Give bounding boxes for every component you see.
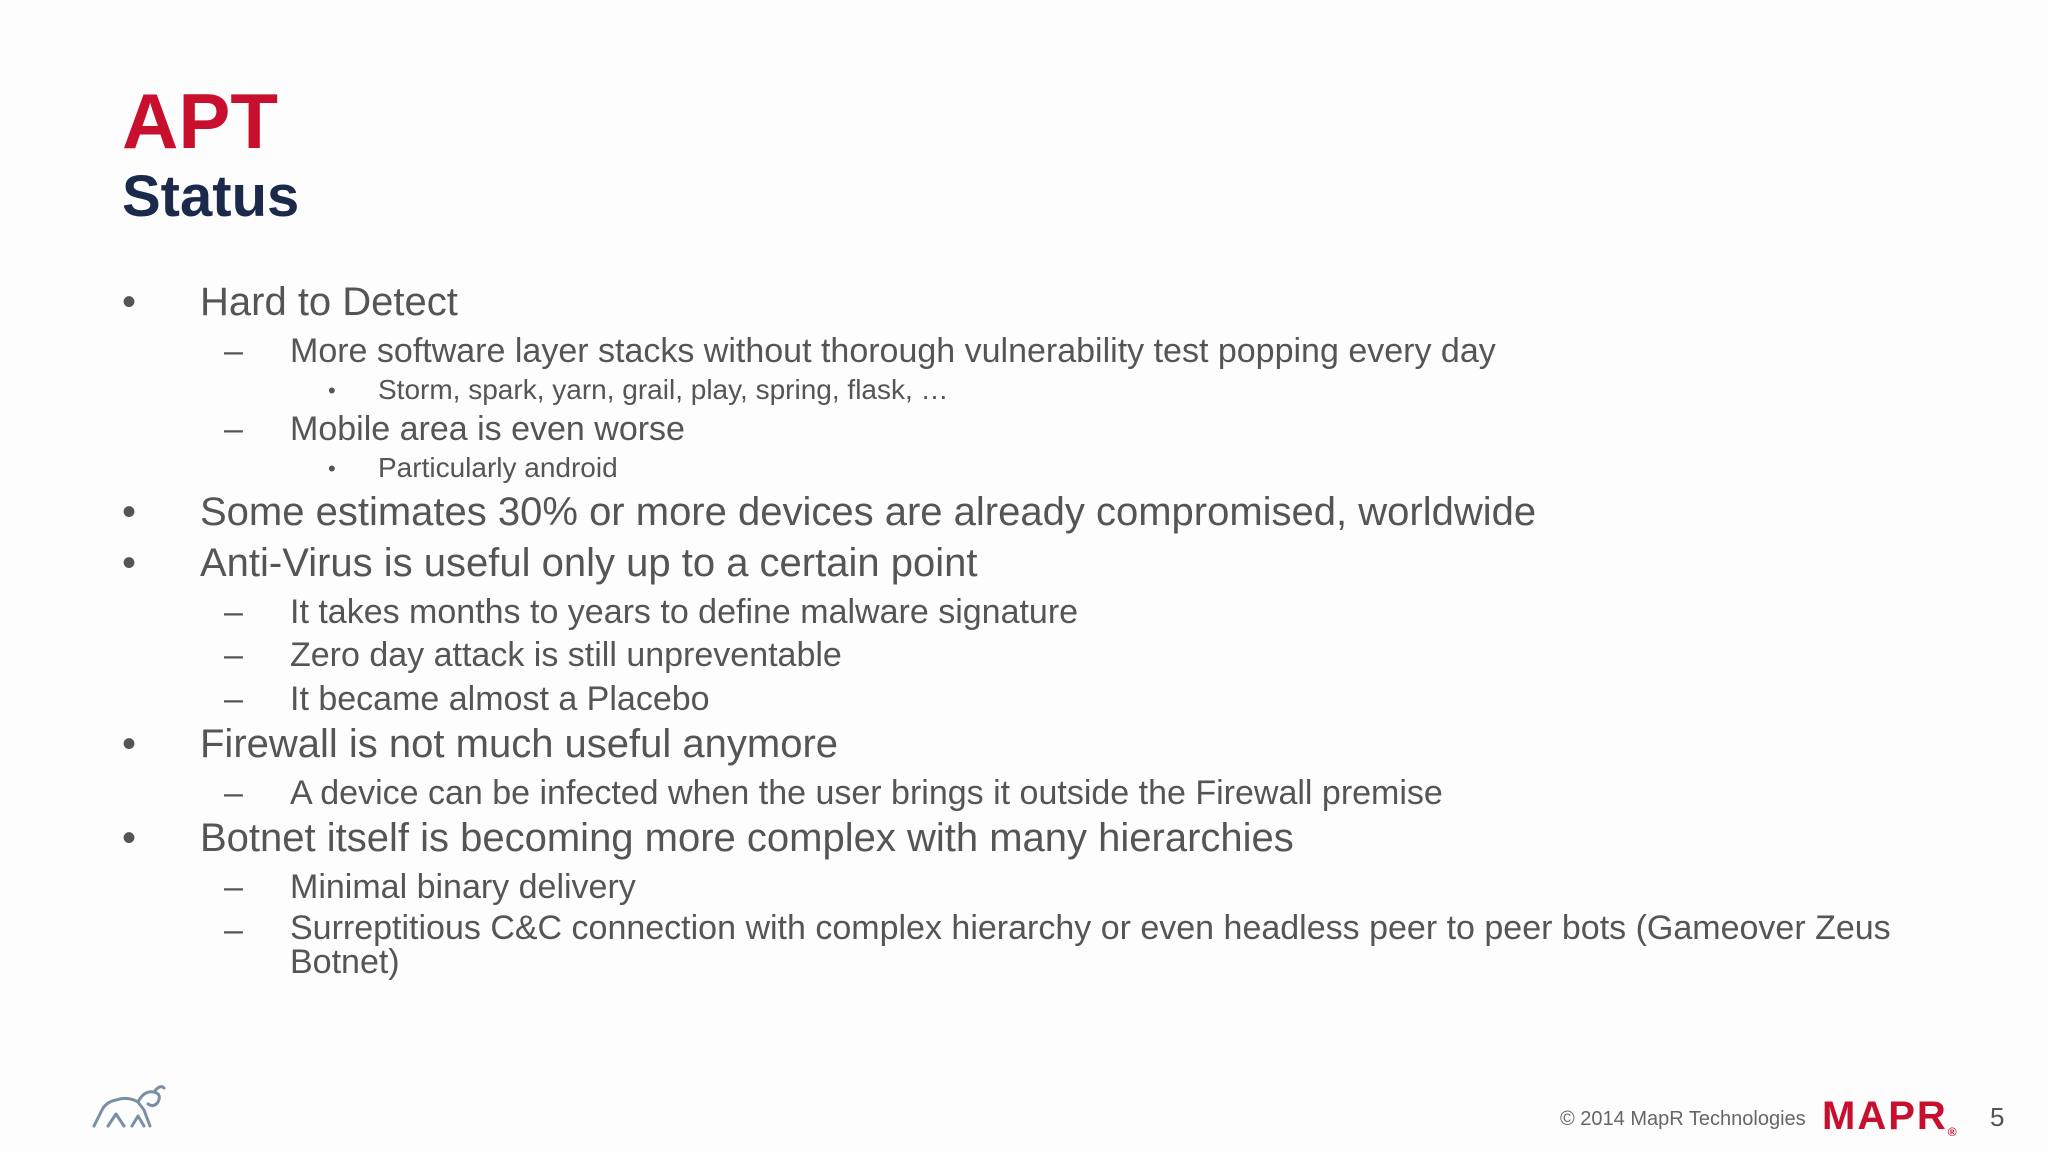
bullet-marker: •	[122, 816, 137, 860]
bullet-text: Some estimates 30% or more devices are already compromised, worldwide	[200, 490, 1537, 534]
dash-marker: –	[224, 636, 243, 674]
brand-name: MAPR	[1822, 1094, 1948, 1138]
bullet-text: Hard to Detect	[200, 280, 458, 324]
bullet-text: Mobile area is even worse	[290, 410, 685, 448]
bullet-text: Minimal binary delivery	[290, 868, 636, 906]
dash-marker: –	[224, 868, 243, 906]
bullet-marker: •	[122, 722, 137, 766]
dash-marker: –	[224, 680, 243, 718]
bullet-marker: •	[122, 541, 137, 585]
bullet-marker: •	[328, 378, 336, 403]
bullet-text: Zero day attack is still unpreventable	[290, 636, 842, 674]
brand-logo	[1822, 1094, 1959, 1139]
bullet-text: A device can be infected when the user brings it outside the Firewall premise	[290, 774, 1443, 812]
bullet-marker: •	[328, 456, 336, 481]
dash-marker: –	[224, 774, 243, 812]
bullet-marker: •	[122, 280, 137, 324]
bullet-text: Particularly android	[378, 452, 618, 483]
dash-marker: –	[224, 332, 243, 370]
dash-marker: –	[224, 911, 243, 949]
bullet-text: It became almost a Placebo	[290, 680, 710, 718]
bullet-text: Botnet itself is becoming more complex with many hierarchies	[200, 816, 1294, 860]
brand-trademark: ®	[1947, 1125, 1959, 1139]
slide-title: APT	[122, 77, 278, 165]
bullet-text: Storm, spark, yarn, grail, play, spring, flask, …	[378, 374, 949, 405]
dash-marker: –	[224, 593, 243, 631]
bullet-marker: •	[122, 490, 137, 534]
bullet-text: Surreptitious C&C connection with complex hierarchy or even headless peer to peer bots (Gameover Zeus Botnet)	[290, 909, 1891, 981]
slide-subtitle: Status	[122, 164, 300, 229]
copyright-text: © 2014 MapR Technologies	[1560, 1108, 1806, 1130]
dash-marker: –	[224, 410, 243, 448]
bullet-text: It takes months to years to define malware signature	[290, 593, 1079, 631]
bullet-text: More software layer stacks without thorough vulnerability test popping every day	[290, 332, 1496, 370]
bullet-text: Anti-Virus is useful only up to a certain point	[200, 541, 978, 585]
elephant-logo-icon	[88, 1080, 168, 1130]
page-number: 5	[1990, 1102, 2005, 1132]
bullet-text: Firewall is not much useful anymore	[200, 722, 839, 766]
